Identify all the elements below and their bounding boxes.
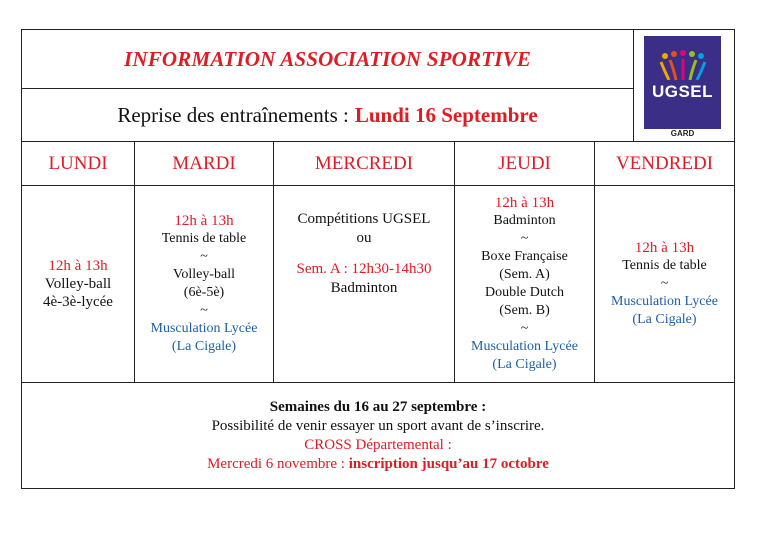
vendredi-sep: ~ (660, 276, 669, 291)
jeudi-sep-1: ~ (520, 231, 529, 246)
mardi-activity-2: Volley-ball (173, 267, 235, 282)
footer-cross-line (207, 455, 549, 474)
title-row (22, 30, 634, 89)
logo-subtitle: GARD (670, 129, 695, 138)
footer-cross: CROSS Départemental : (304, 436, 452, 453)
mardi-level: (6è-5è) (183, 285, 225, 300)
footer-try: Possibilité de venir essayer un sport avant de s’inscrire. (211, 417, 545, 434)
lundi-level: 4è-3è-lycée (43, 294, 113, 310)
vendredi-muscu-place: (La Cigale) (632, 312, 697, 327)
day-vendredi: VENDREDI (615, 152, 714, 174)
vendredi-cell (595, 186, 734, 382)
day-mercredi: MERCREDI (274, 142, 455, 185)
jeudi-muscu: Musculation Lycée (471, 339, 578, 354)
mardi-activity-1: Tennis de table (161, 231, 247, 246)
day-mardi: MARDI (135, 142, 274, 185)
vendredi-muscu: Musculation Lycée (611, 294, 718, 309)
mercredi-cell (274, 186, 455, 382)
footer-info (22, 383, 734, 488)
jeudi-sep-2: ~ (520, 321, 529, 336)
mercredi-or: ou (356, 230, 372, 246)
jeudi-activity-1: Badminton (493, 213, 556, 228)
jeudi-activity-3: Double Dutch (485, 285, 564, 300)
page-title: INFORMATION ASSOCIATION SPORTIVE (123, 46, 532, 71)
mercredi-competitions: Compétitions UGSEL (297, 211, 431, 227)
jeudi-cell (455, 186, 595, 382)
ugsel-logo (644, 36, 721, 129)
days-header (22, 141, 734, 186)
footer-cross-deadline: inscription jusqu’au 17 octobre (348, 455, 549, 472)
lundi-activity: Volley-ball (44, 276, 112, 292)
day-jeudi: JEUDI (455, 142, 595, 185)
activities-row (22, 186, 734, 383)
jeudi-time: 12h à 13h (494, 195, 555, 211)
jeudi-week-b: (Sem. B) (499, 303, 550, 318)
footer-weeks: Semaines du 16 au 27 septembre : (269, 398, 487, 415)
vendredi-time: 12h à 13h (634, 240, 695, 256)
mercredi-schedule: Sem. A : 12h30-14h30 (296, 261, 432, 277)
jeudi-muscu-place: (La Cigale) (492, 357, 557, 372)
mardi-muscu: Musculation Lycée (150, 321, 258, 336)
mercredi-activity: Badminton (330, 280, 398, 296)
vendredi-activity: Tennis de table (622, 258, 707, 273)
mardi-sep-2: ~ (200, 303, 208, 318)
lundi-time: 12h à 13h (48, 258, 108, 274)
subtitle-prefix: Reprise des entraînements : (117, 102, 349, 127)
day-lundi: LUNDI (22, 142, 135, 185)
logo-word: UGSEL (651, 82, 714, 101)
mardi-cell (135, 186, 274, 382)
logo-cell (634, 30, 734, 141)
footer-cross-date: Mercredi 6 novembre : (207, 455, 345, 472)
athletes-logo-icon (659, 50, 707, 80)
jeudi-week-a: (Sem. A) (499, 267, 550, 282)
mardi-muscu-place: (La Cigale) (171, 339, 237, 354)
mardi-sep-1: ~ (200, 249, 208, 264)
schedule-frame (21, 29, 735, 489)
lundi-cell (22, 186, 135, 382)
subtitle-date: Lundi 16 Septembre (354, 102, 538, 127)
jeudi-activity-2: Boxe Française (481, 249, 568, 264)
subtitle-row (22, 89, 634, 141)
mardi-time: 12h à 13h (174, 213, 234, 229)
